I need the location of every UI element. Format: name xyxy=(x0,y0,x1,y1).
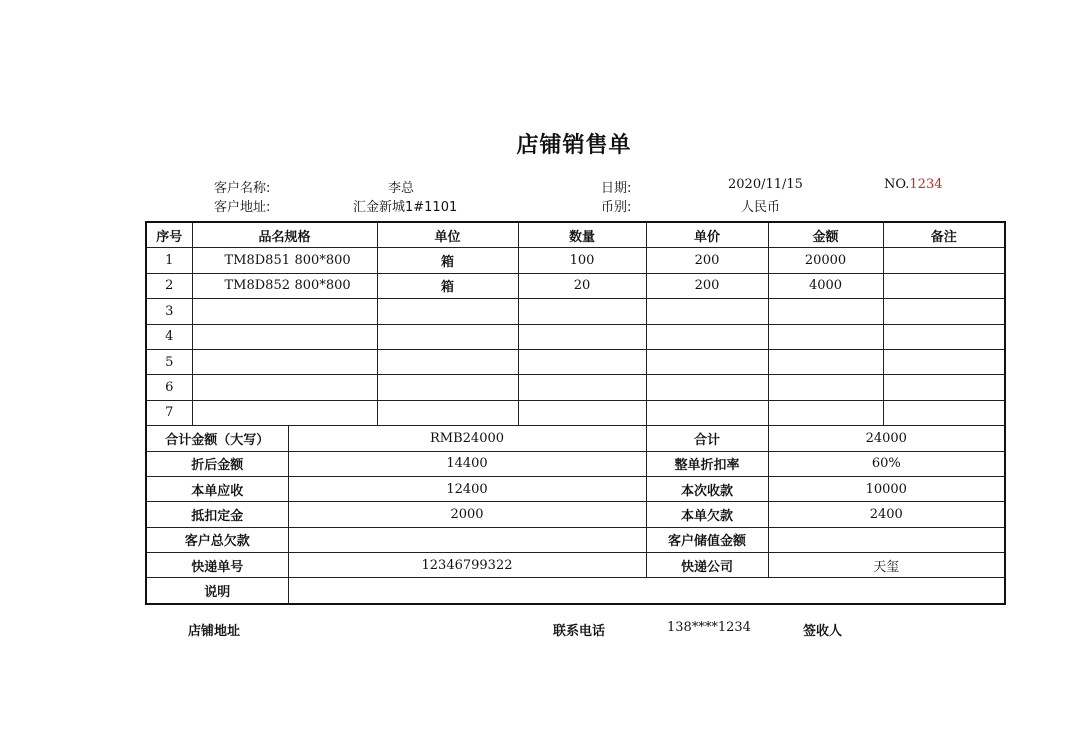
summary-right-label: 整单折扣率 xyxy=(646,451,768,476)
summary-left-label: 合计金额（大写） xyxy=(146,426,288,451)
summary-left-label: 客户总欠款 xyxy=(146,527,288,552)
phone-value: 138****1234 xyxy=(667,620,751,635)
customer-name-value: 李总 xyxy=(388,181,415,196)
row-qty[interactable] xyxy=(518,400,646,425)
row-qty[interactable] xyxy=(518,324,646,349)
col-header-price: 单价 xyxy=(646,222,768,248)
table-row xyxy=(146,324,1005,349)
table-row xyxy=(146,349,1005,374)
row-item-spec[interactable] xyxy=(192,248,377,273)
summary-right-value[interactable]: 10000 xyxy=(768,476,1005,501)
row-index: 6 xyxy=(146,375,192,400)
row-amount[interactable] xyxy=(768,400,883,425)
row-unit[interactable] xyxy=(377,324,518,349)
summary-right-value[interactable]: 24000 xyxy=(768,426,1005,451)
sales-table xyxy=(145,221,1006,605)
summary-left-value[interactable]: 2000 xyxy=(288,502,646,527)
row-index: 2 xyxy=(146,273,192,298)
summary-right-label: 合计 xyxy=(646,426,768,451)
summary-right-label: 快递公司 xyxy=(646,553,768,578)
row-amount[interactable]: 20000 xyxy=(768,248,883,273)
summary-left-value[interactable]: RMB24000 xyxy=(288,426,646,451)
shop-address-label: 店铺地址 xyxy=(188,624,241,639)
notes-label: 说明 xyxy=(146,578,288,604)
row-item-spec[interactable] xyxy=(192,375,377,400)
row-unit[interactable] xyxy=(377,400,518,425)
col-header-unit: 单位 xyxy=(377,222,518,248)
page-title: 店铺销售单 xyxy=(516,133,632,158)
row-index: 7 xyxy=(146,400,192,425)
table-row xyxy=(146,273,1005,298)
row-price[interactable] xyxy=(646,324,768,349)
row-unit[interactable] xyxy=(377,375,518,400)
row-qty[interactable] xyxy=(518,349,646,374)
summary-right-label: 本次收款 xyxy=(646,476,768,501)
summary-right-value[interactable]: 60% xyxy=(768,451,1005,476)
row-price[interactable] xyxy=(646,349,768,374)
summary-right-value[interactable]: 2400 xyxy=(768,502,1005,527)
summary-row xyxy=(146,527,1005,552)
summary-row xyxy=(146,451,1005,476)
order-number xyxy=(884,177,943,192)
col-header-index: 序号 xyxy=(146,222,192,248)
row-amount[interactable] xyxy=(768,349,883,374)
row-item-size: 800*800 xyxy=(294,278,351,294)
col-header-item: 品名规格 xyxy=(192,222,377,248)
row-price[interactable]: 200 xyxy=(646,273,768,298)
summary-row xyxy=(146,476,1005,501)
row-amount[interactable]: 4000 xyxy=(768,273,883,298)
col-header-qty: 数量 xyxy=(518,222,646,248)
row-note[interactable] xyxy=(883,299,1005,324)
signer-label: 签收人 xyxy=(803,624,843,639)
row-item-spec[interactable] xyxy=(192,299,377,324)
row-qty[interactable]: 100 xyxy=(518,248,646,273)
date-value: 2020/11/15 xyxy=(728,177,803,192)
row-unit[interactable]: 箱 xyxy=(377,248,518,273)
summary-left-label: 抵扣定金 xyxy=(146,502,288,527)
row-note[interactable] xyxy=(883,349,1005,374)
notes-row xyxy=(146,578,1005,604)
row-unit[interactable] xyxy=(377,349,518,374)
row-note[interactable] xyxy=(883,273,1005,298)
summary-row xyxy=(146,426,1005,451)
customer-address-value: 汇金新城1#1101 xyxy=(353,200,458,215)
row-note[interactable] xyxy=(883,375,1005,400)
row-item-spec[interactable] xyxy=(192,324,377,349)
order-number-prefix: NO. xyxy=(884,177,910,192)
phone-label: 联系电话 xyxy=(553,624,606,639)
row-qty[interactable] xyxy=(518,299,646,324)
row-index: 4 xyxy=(146,324,192,349)
summary-left-label: 折后金额 xyxy=(146,451,288,476)
row-index: 3 xyxy=(146,299,192,324)
row-index: 5 xyxy=(146,349,192,374)
row-note[interactable] xyxy=(883,248,1005,273)
row-amount[interactable] xyxy=(768,299,883,324)
row-qty[interactable]: 20 xyxy=(518,273,646,298)
row-item-spec[interactable] xyxy=(192,273,377,298)
row-price[interactable] xyxy=(646,400,768,425)
summary-left-label: 本单应收 xyxy=(146,476,288,501)
summary-left-value[interactable]: 12346799322 xyxy=(288,553,646,578)
order-number-value: 1234 xyxy=(909,177,943,192)
row-item-spec[interactable] xyxy=(192,349,377,374)
summary-row xyxy=(146,553,1005,578)
summary-right-label: 客户储值金额 xyxy=(646,527,768,552)
table-header-row xyxy=(146,222,1005,248)
table-row xyxy=(146,400,1005,425)
row-note[interactable] xyxy=(883,400,1005,425)
row-qty[interactable] xyxy=(518,375,646,400)
row-item-code: TM8D851 xyxy=(224,253,290,269)
date-label: 日期: xyxy=(601,181,632,196)
summary-right-value[interactable]: 天玺 xyxy=(768,553,1005,578)
table-row xyxy=(146,299,1005,324)
summary-left-label: 快递单号 xyxy=(146,553,288,578)
currency-label: 币别: xyxy=(601,200,632,215)
row-unit[interactable] xyxy=(377,299,518,324)
notes-value[interactable] xyxy=(288,578,1005,604)
summary-left-value[interactable] xyxy=(288,527,646,552)
col-header-note: 备注 xyxy=(883,222,1005,248)
row-item-spec[interactable] xyxy=(192,400,377,425)
customer-name-label: 客户名称: xyxy=(214,181,271,196)
customer-address-label: 客户地址: xyxy=(214,200,271,215)
row-item-code: TM8D852 xyxy=(224,278,290,294)
summary-row xyxy=(146,502,1005,527)
summary-left-value[interactable]: 14400 xyxy=(288,451,646,476)
table-row xyxy=(146,375,1005,400)
row-amount[interactable] xyxy=(768,324,883,349)
row-amount[interactable] xyxy=(768,375,883,400)
table-row xyxy=(146,248,1005,273)
currency-value: 人民币 xyxy=(741,200,781,215)
summary-left-value[interactable]: 12400 xyxy=(288,476,646,501)
col-header-amount: 金额 xyxy=(768,222,883,248)
summary-right-value[interactable] xyxy=(768,527,1005,552)
row-price[interactable] xyxy=(646,375,768,400)
row-note[interactable] xyxy=(883,324,1005,349)
row-unit[interactable]: 箱 xyxy=(377,273,518,298)
row-price[interactable]: 200 xyxy=(646,248,768,273)
summary-right-label: 本单欠款 xyxy=(646,502,768,527)
row-price[interactable] xyxy=(646,299,768,324)
row-item-size: 800*800 xyxy=(294,253,351,269)
row-index: 1 xyxy=(146,248,192,273)
